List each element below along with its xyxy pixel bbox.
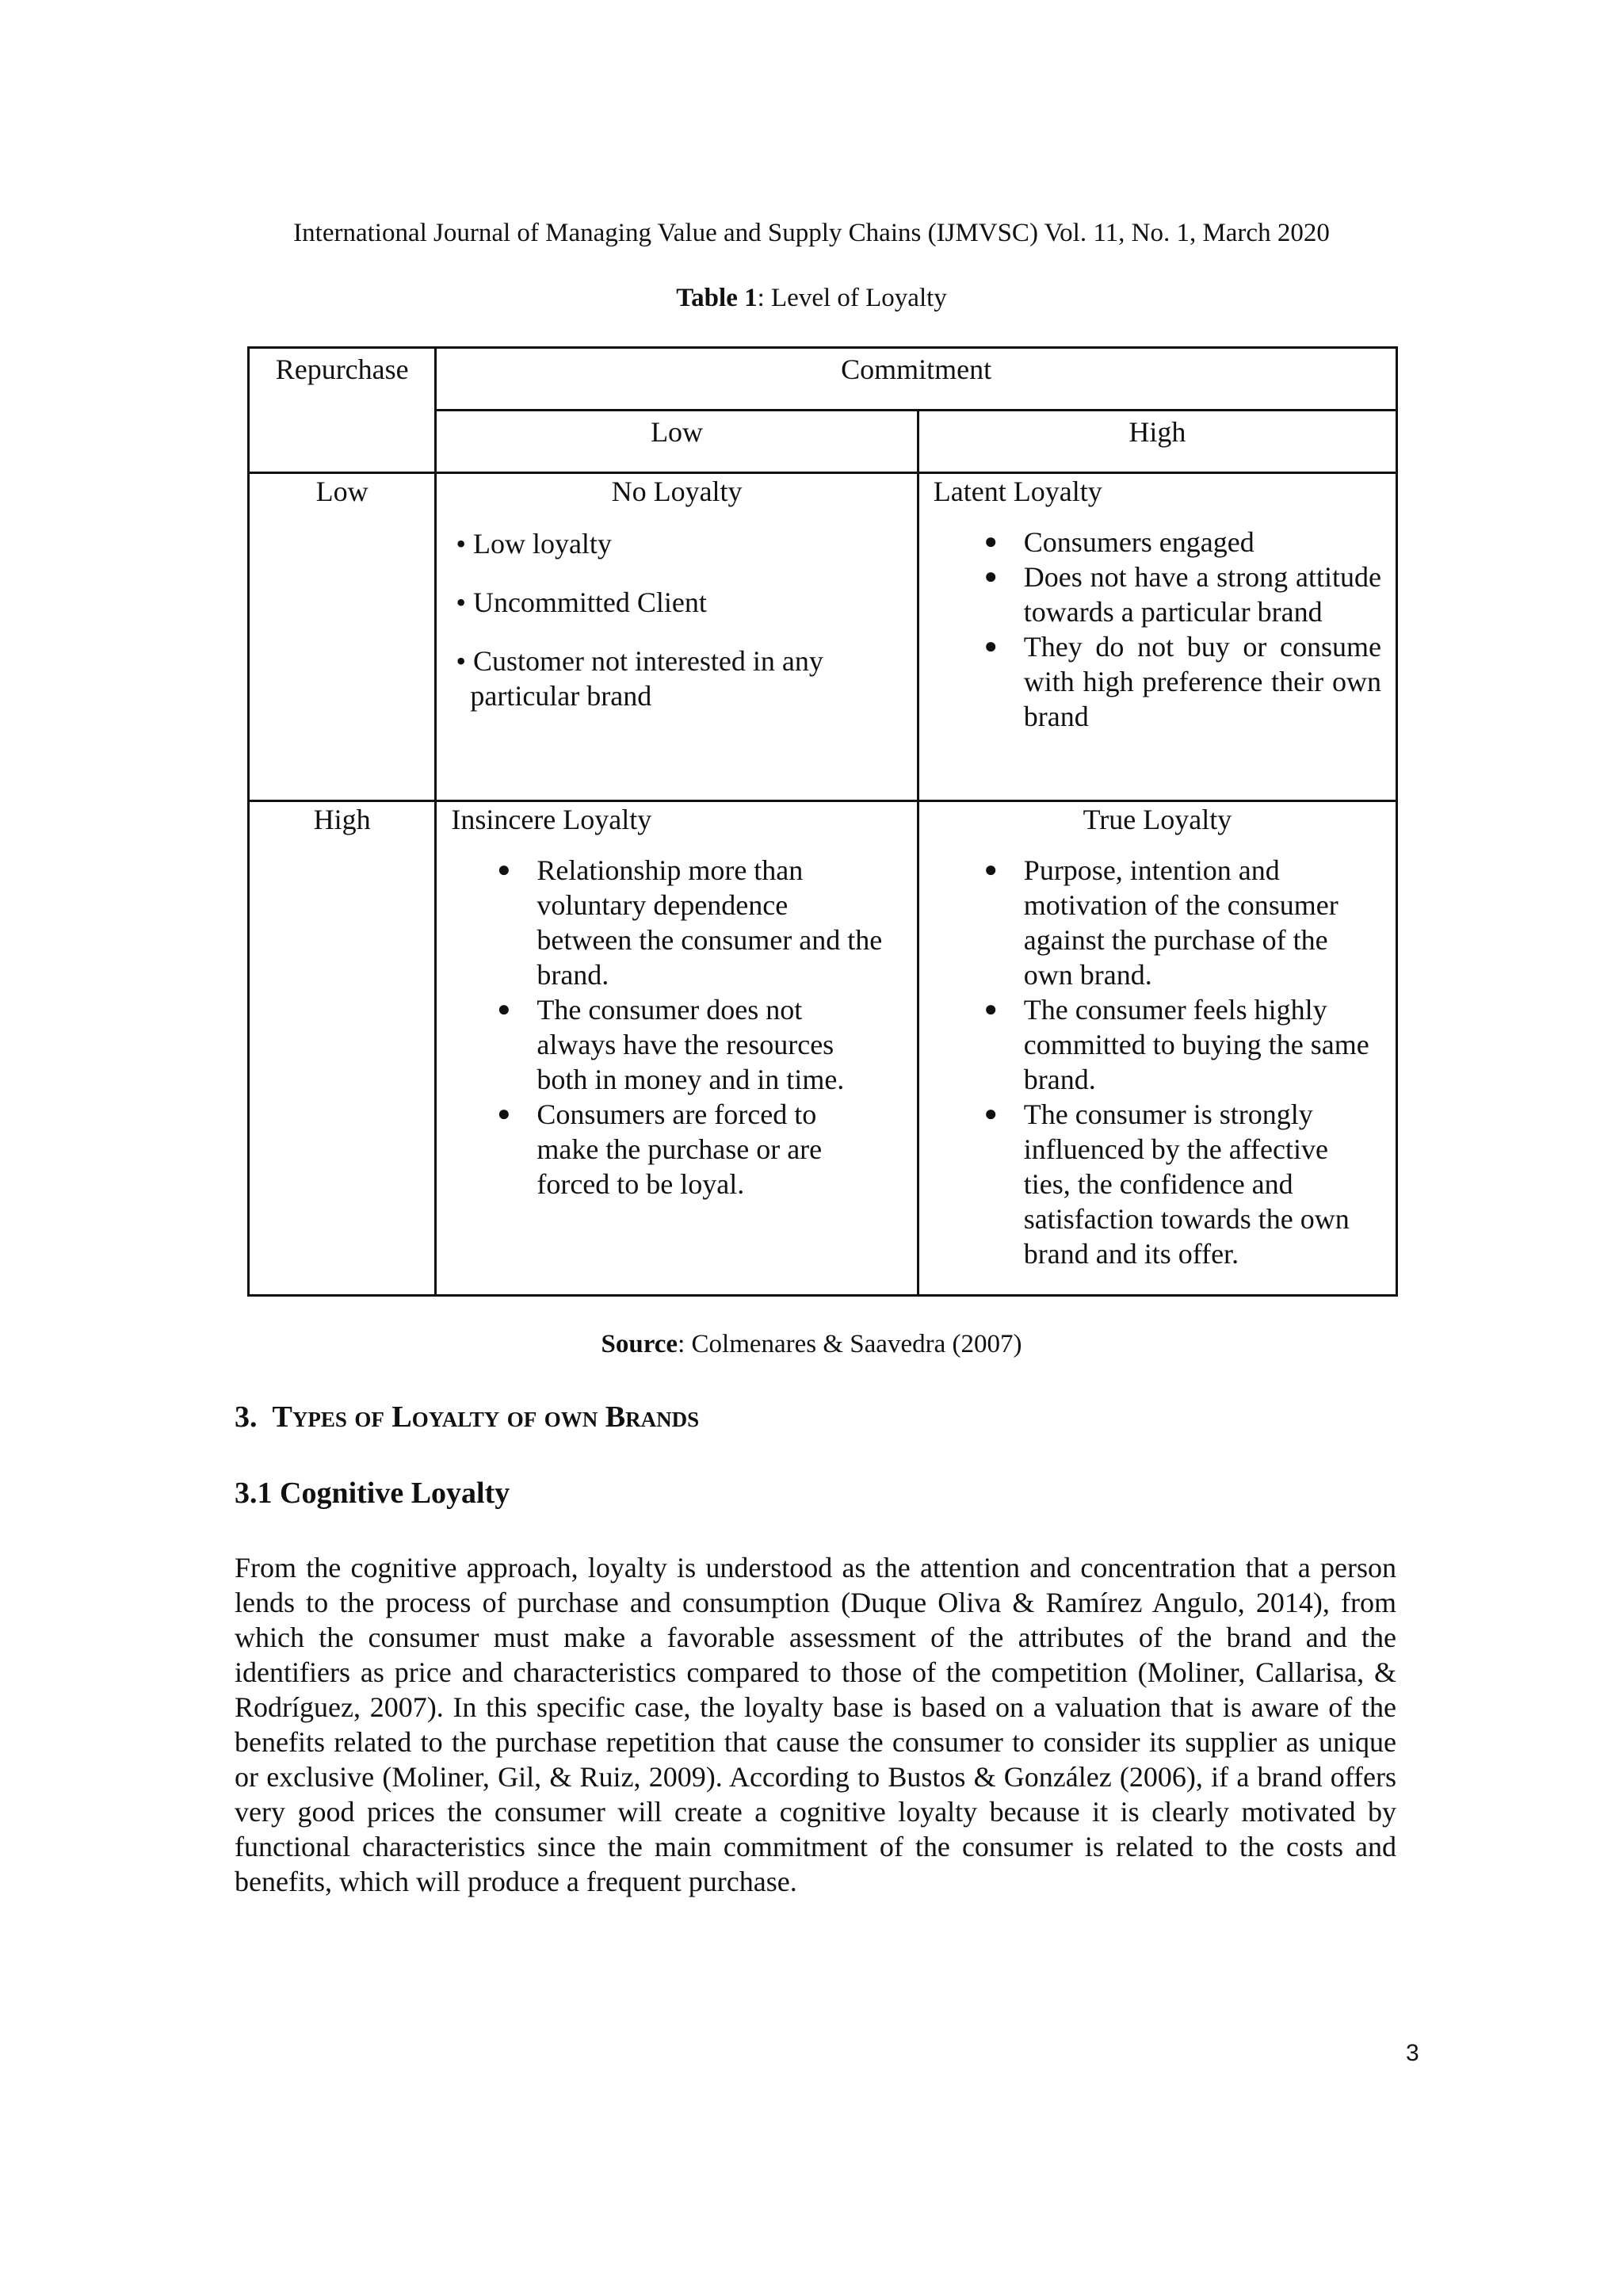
header-commitment-high: High: [918, 411, 1396, 473]
bullet-icon: ●: [497, 1102, 511, 1126]
section-number: 3.: [235, 1400, 258, 1434]
bullet-icon: ●: [983, 634, 998, 659]
list-item: ● Does not have a strong attitude towards a particular brand: [983, 561, 1381, 628]
section-title: Types of Loyalty of own Brands: [272, 1400, 700, 1434]
cell-title-no-loyalty: No Loyalty: [611, 476, 743, 507]
list-item: • Customer not interested in any particular brand: [456, 645, 823, 712]
bullet-icon: ●: [983, 529, 998, 554]
cell-insincere-loyalty: [436, 801, 918, 1296]
list-item: ● They do not buy or consume with high preference their own brand: [983, 631, 1381, 732]
table-row: [249, 473, 1397, 801]
bullet-icon: ●: [497, 997, 511, 1022]
cell-title-true-loyalty: True Loyalty: [1083, 804, 1232, 835]
insincere-loyalty-list: [437, 853, 916, 1201]
source-text: : Colmenares & Saavedra (2007): [678, 1330, 1022, 1358]
body-paragraph: From the cognitive approach, loyalty is understood as the attention and concentration that a person lends to the process of purchase and consumption (Duque Oliva & Ramírez Angulo, 2014), from which the consumer must make a favorable assessment of the attributes of the brand and the identifiers as price and characteristics compared to those of the competition (Moliner, Callarisa, & Rodríguez, 2007). In this specific case, the loyalty base is based on a valuation that is aware of the benefits related to the purchase repetition that cause the consumer to consider its supplier as unique or exclusive (Moliner, Gil, & Ruiz, 2009). According to Bustos & González (2006), if a brand offers very good prices the consumer will create a cognitive loyalty because it is clearly motivated by functional characteristics since the main commitment of the consumer is related to the costs and benefits, which will produce a frequent purchase.: [235, 1552, 1396, 1897]
true-loyalty-list: [919, 853, 1396, 1271]
list-item: • Uncommitted Client: [456, 586, 707, 618]
bullet-icon: ●: [983, 1102, 998, 1126]
cell-title-latent-loyalty: Latent Loyalty: [933, 476, 1102, 507]
source-label: Source: [601, 1330, 678, 1358]
list-item: ● The consumer feels highly committed to buying the same brand.: [983, 994, 1369, 1095]
table-caption: [0, 284, 1623, 313]
cell-latent-loyalty: [918, 473, 1396, 801]
table-source: [0, 1330, 1623, 1359]
list-item: ● Purpose, intention and motivation of the consumer against the purchase of the own brand.: [983, 854, 1338, 991]
header-repurchase: Repurchase: [249, 348, 436, 473]
table-row: [249, 801, 1397, 1296]
no-loyalty-list: [437, 526, 916, 713]
list-item: ● Consumers engaged: [983, 526, 1254, 558]
subsection-heading: 3.1 Cognitive Loyalty: [235, 1477, 510, 1510]
list-item: ● The consumer is strongly influenced by the affective ties, the confidence and satisfaction towards the own brand and its offer.: [983, 1098, 1350, 1270]
list-item: ● The consumer does not always have the resources both in money and in time.: [497, 994, 845, 1095]
row-label-high: High: [249, 801, 436, 1296]
cell-true-loyalty: [918, 801, 1396, 1296]
list-item: • Low loyalty: [456, 528, 612, 560]
list-item: ● Relationship more than voluntary dependence between the consumer and the brand.: [497, 854, 883, 991]
header-commitment: Commitment: [436, 348, 1397, 411]
running-header: International Journal of Managing Value and Supply Chains (IJMVSC) Vol. 11, No. 1, March 2020: [293, 219, 1330, 247]
loyalty-table: [247, 346, 1398, 1297]
table-caption-text: : Level of Loyalty: [757, 284, 947, 312]
bullet-icon: ●: [983, 564, 998, 589]
latent-loyalty-list: [919, 525, 1396, 734]
header-commitment-low: Low: [436, 411, 918, 473]
table-caption-label: Table 1: [676, 284, 758, 312]
bullet-icon: ●: [983, 997, 998, 1022]
list-item: ● Consumers are forced to make the purchase or are forced to be loyal.: [497, 1098, 823, 1200]
section-heading: [235, 1400, 699, 1435]
bullet-icon: ●: [983, 858, 998, 882]
page-number: 3: [1406, 2040, 1419, 2066]
cell-title-insincere-loyalty: Insincere Loyalty: [451, 804, 652, 835]
cell-no-loyalty: [436, 473, 918, 801]
bullet-icon: ●: [497, 858, 511, 882]
row-label-low: Low: [249, 473, 436, 801]
